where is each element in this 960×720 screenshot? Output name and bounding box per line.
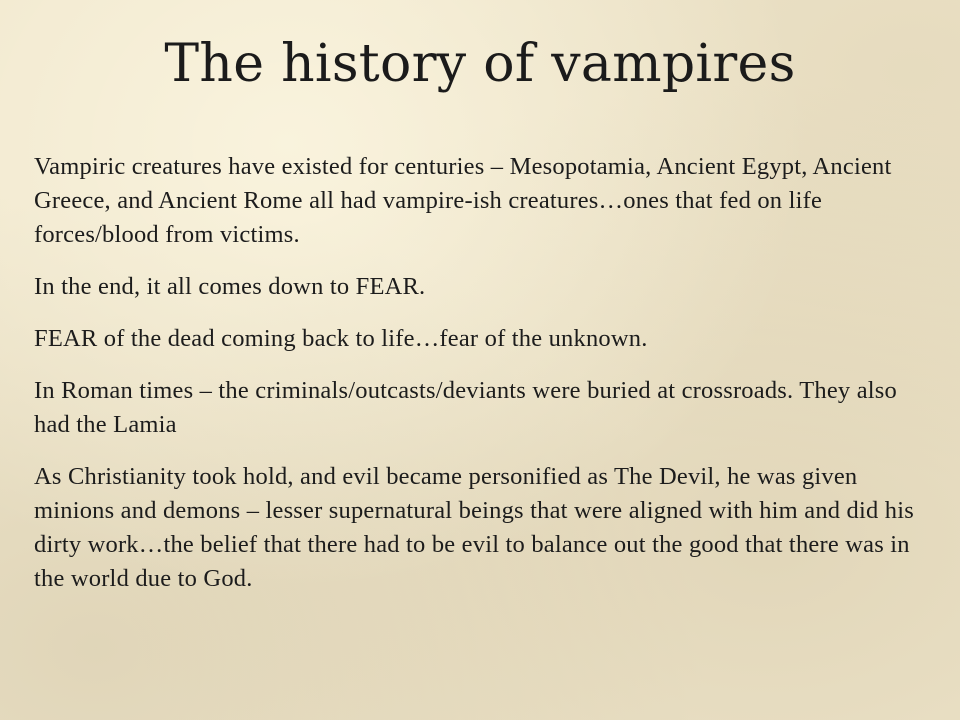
paragraph-christianity: As Christianity took hold, and evil became personified as The Devil, he was given minions and demons – lesser supernatural beings that were aligned with him and did his dirty work…the belief that there had to be evil to balance out the good that there was in the world due to God. [34, 463, 914, 592]
slide-title: The history of vampires [164, 34, 796, 94]
paragraph-fear-of-dead: FEAR of the dead coming back to life…fear of the unknown. [34, 325, 648, 352]
slide-body [34, 150, 934, 614]
paragraph-origins: Vampiric creatures have existed for centuries – Mesopotamia, Ancient Egypt, Ancient Greece, and Ancient Rome all had vampire-ish creatures…ones that fed on life forces/blood from victims. [34, 153, 892, 248]
paragraph-roman-times: In Roman times – the criminals/outcasts/deviants were buried at crossroads. They also had the Lamia [34, 377, 897, 438]
paragraph-fear: In the end, it all comes down to FEAR. [34, 273, 426, 300]
